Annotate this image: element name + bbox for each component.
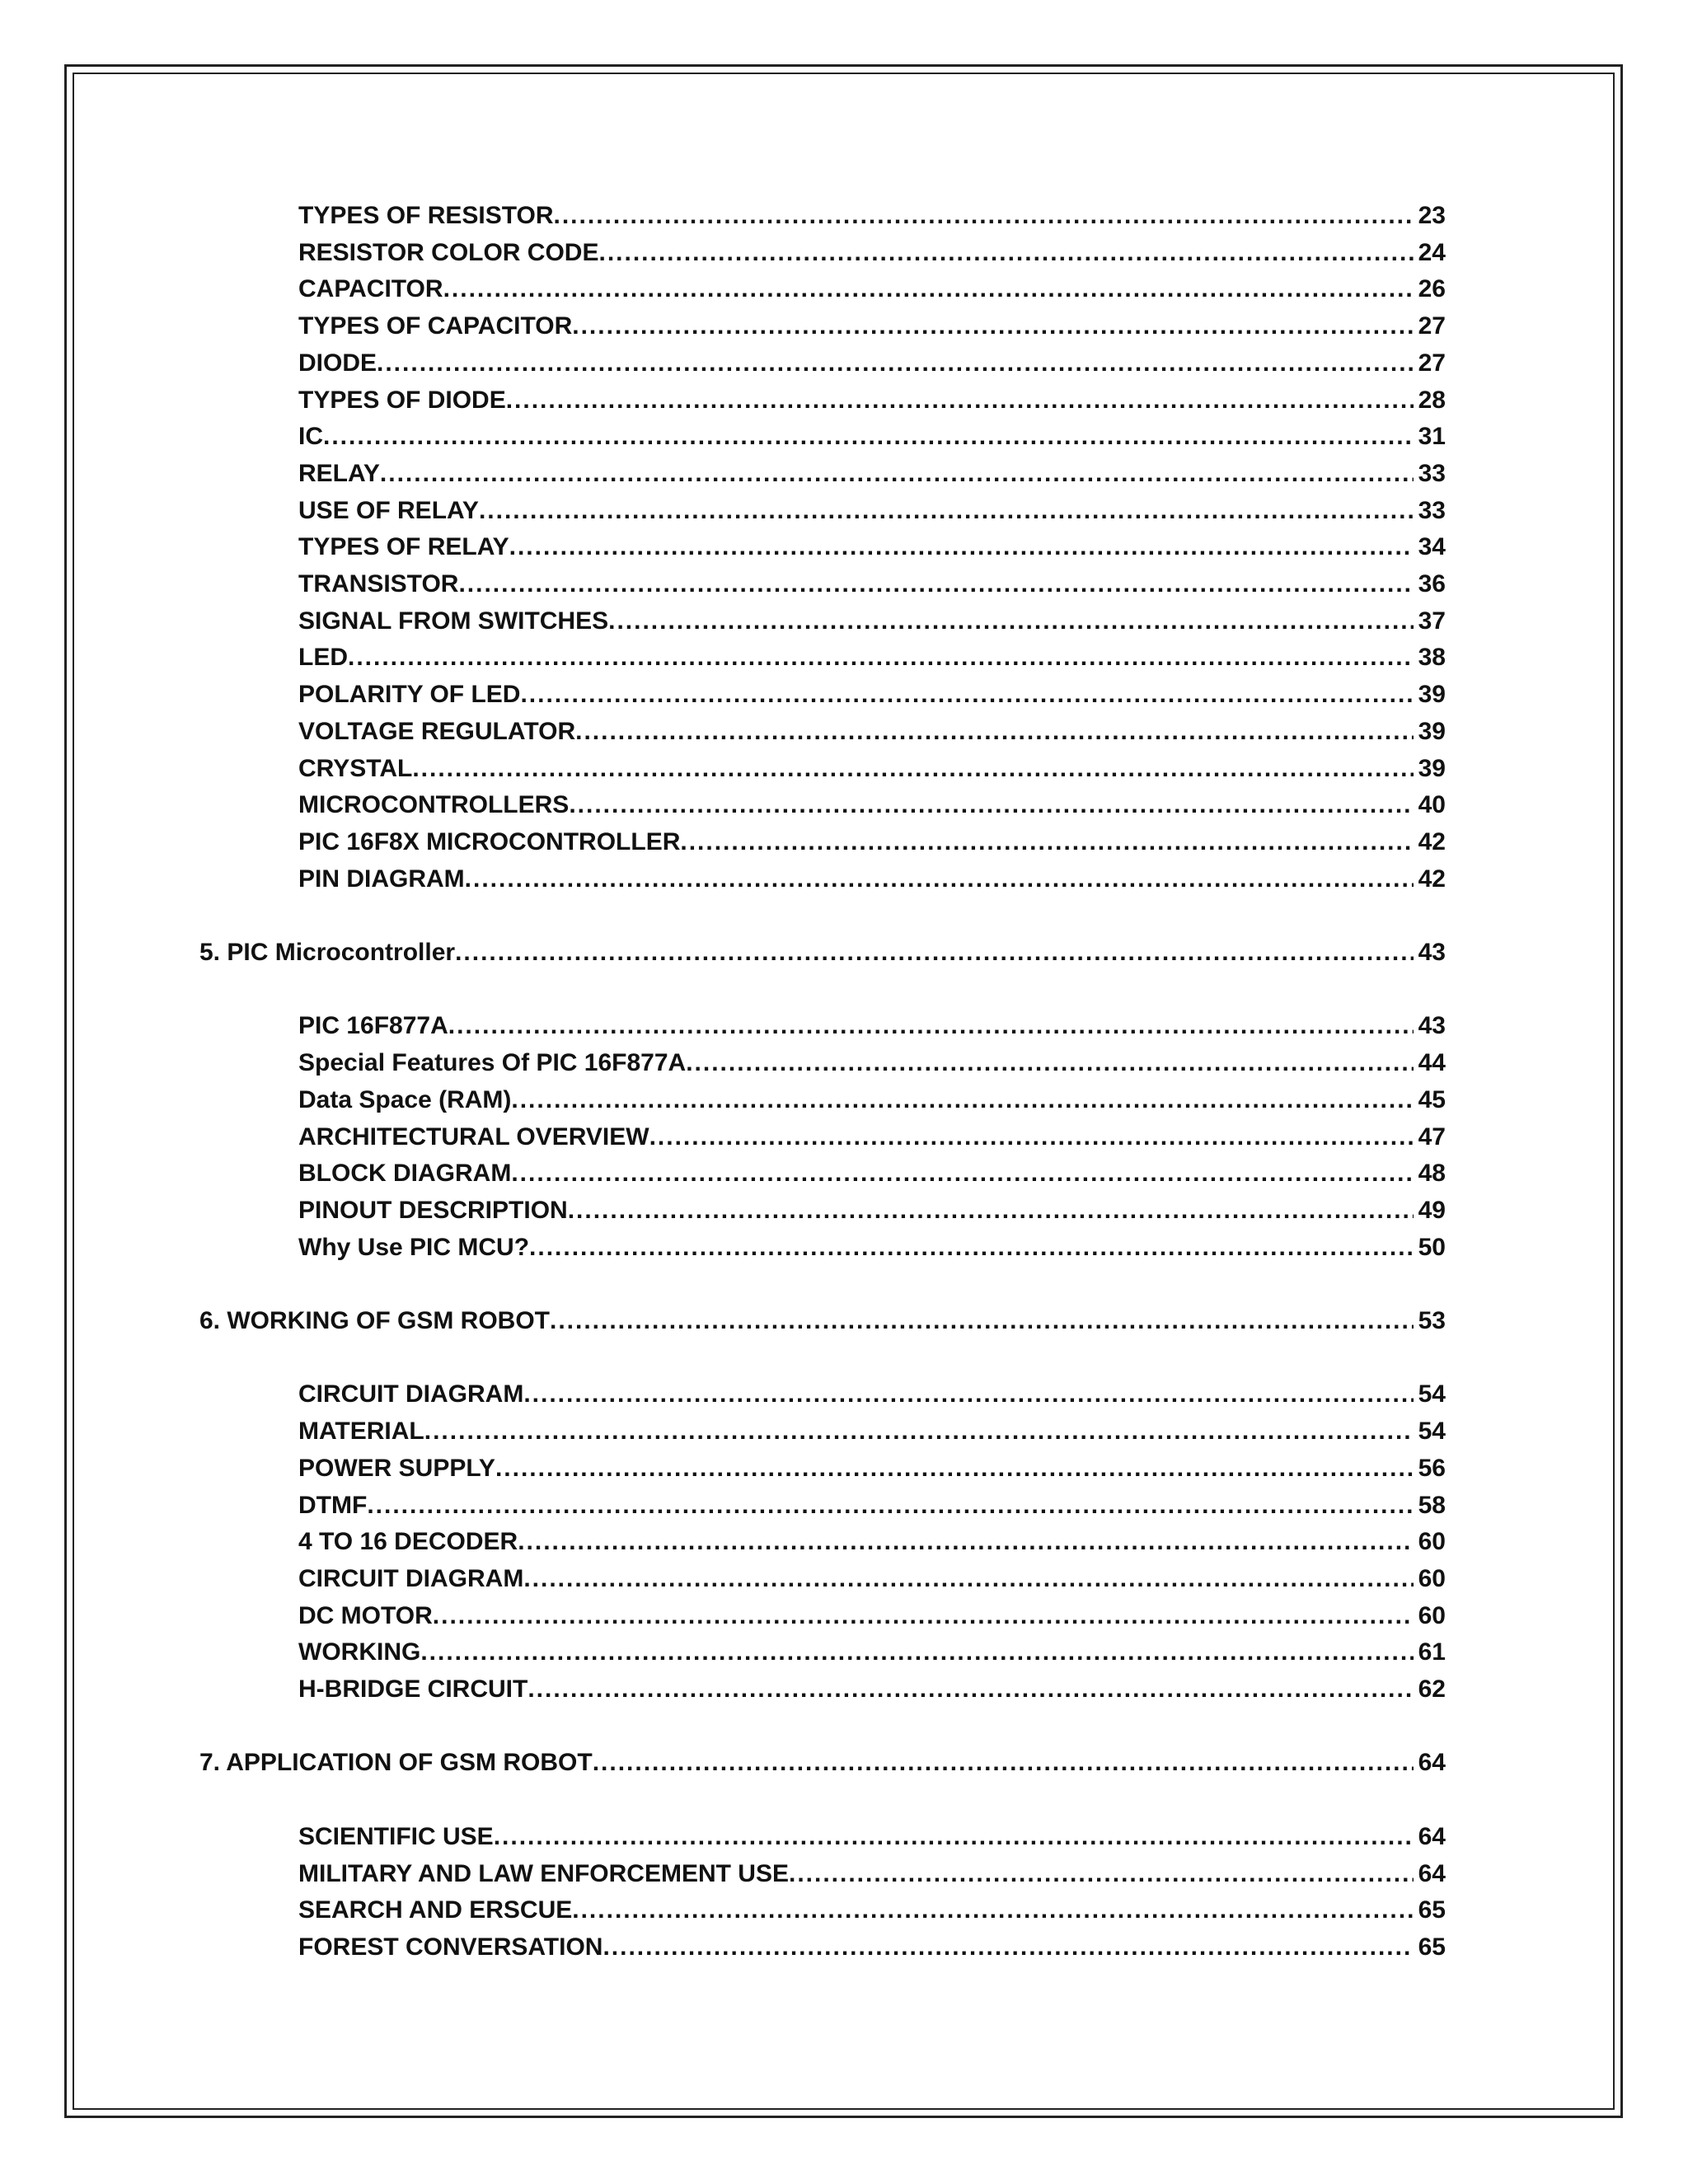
toc-entry[interactable] [298,1231,1446,1264]
toc-entry[interactable] [298,1489,1446,1522]
toc-entry-title: VOLTAGE REGULATOR [298,718,576,745]
toc-entry-title: RESISTOR COLOR CODE [298,239,599,266]
toc-entry-title: 6. WORKING OF GSM ROBOT [199,1307,550,1334]
toc-entry-title: DTMF [298,1492,368,1519]
toc-dot-leader [511,1157,1413,1190]
toc-entry[interactable] [298,826,1446,859]
toc-chapter-entry[interactable] [199,936,1446,969]
toc-dot-leader [520,678,1413,711]
toc-entry-title: DC MOTOR [298,1602,433,1629]
toc-page-number: 33 [1418,460,1446,487]
toc-dot-leader [554,199,1414,232]
toc-entry-title: SIGNAL FROM SWITCHES [298,607,609,635]
toc-page-number: 43 [1418,1012,1446,1039]
toc-dot-leader [323,420,1414,453]
toc-dot-leader [572,310,1413,343]
toc-entry[interactable] [298,1121,1446,1154]
toc-dot-leader [568,1194,1414,1227]
toc-dot-leader [523,1378,1413,1411]
toc-page-number: 26 [1418,275,1446,302]
toc-entry[interactable] [298,1600,1446,1633]
toc-dot-leader [367,1489,1413,1522]
toc-page-number: 44 [1418,1049,1446,1076]
toc-dot-leader [506,384,1414,417]
toc-entry-title: Why Use PIC MCU? [298,1234,530,1261]
toc-page-number: 48 [1418,1160,1446,1187]
toc-dot-leader [479,494,1414,527]
toc-entry-title: SCIENTIFIC USE [298,1823,494,1850]
toc-entry[interactable] [298,1084,1446,1117]
toc-entry[interactable] [298,1452,1446,1485]
toc-entry-title: TYPES OF RELAY [298,533,509,560]
toc-page-number: 39 [1418,718,1446,745]
toc-entry[interactable] [298,420,1446,453]
toc-entry-title: 4 TO 16 DECODER [298,1528,518,1555]
toc-dot-leader [433,1600,1414,1633]
toc-page-number: 33 [1418,497,1446,524]
toc-entry[interactable] [298,1673,1446,1706]
toc-entry[interactable] [298,531,1446,564]
toc-page-number: 31 [1418,423,1446,450]
toc-page-number: 43 [1418,939,1446,966]
toc-entry-title: RELAY [298,460,380,487]
toc-page-number: 54 [1418,1380,1446,1408]
toc-page-number: 61 [1418,1638,1446,1666]
toc-entry-title: DIODE [298,349,377,377]
toc-entry-title: ARCHITECTURAL OVERVIEW [298,1123,649,1151]
toc-entry[interactable] [298,678,1446,711]
toc-page-number: 27 [1418,349,1446,377]
toc-page-number: 56 [1418,1455,1446,1482]
toc-entry-title: Data Space (RAM) [298,1086,512,1113]
toc-entry[interactable] [298,752,1446,785]
toc-dot-leader [523,1563,1413,1596]
toc-dot-leader [680,826,1413,859]
toc-dot-leader [458,568,1413,601]
toc-dot-leader [789,1858,1414,1891]
toc-entry-title: BLOCK DIAGRAM [298,1160,512,1187]
toc-page-number: 28 [1418,387,1446,414]
toc-dot-leader [494,1821,1414,1854]
toc-entry-title: MATERIAL [298,1418,424,1445]
toc-page-number: 64 [1418,1823,1446,1850]
toc-entry[interactable] [298,641,1446,674]
toc-entry-title: TYPES OF CAPACITOR [298,312,573,340]
toc-page-number: 40 [1418,791,1446,818]
toc-page-number: 65 [1418,1933,1446,1961]
toc-entry[interactable] [298,1415,1446,1448]
toc-entry[interactable] [298,1194,1446,1227]
toc-dot-leader [424,1415,1414,1448]
toc-entry-title: MICROCONTROLLERS [298,791,570,818]
toc-entry[interactable] [298,457,1446,490]
toc-page-number: 65 [1418,1896,1446,1924]
toc-entry-title: CIRCUIT DIAGRAM [298,1565,524,1592]
toc-dot-leader [448,1010,1414,1043]
toc-dot-leader [455,936,1414,969]
toc-page-number: 24 [1418,239,1446,266]
toc-entry[interactable] [298,273,1446,306]
toc-page-number: 64 [1418,1749,1446,1776]
toc-entry-title: CRYSTAL [298,755,413,782]
toc-entry[interactable] [298,1858,1446,1891]
toc-page-number: 54 [1418,1418,1446,1445]
toc-dot-leader [649,1121,1414,1154]
toc-dot-leader [572,1894,1413,1927]
toc-entry-title: H-BRIDGE CIRCUIT [298,1675,528,1703]
toc-entry[interactable] [298,1047,1446,1080]
toc-page-number: 37 [1418,607,1446,635]
toc-chapter-entry[interactable] [199,1746,1446,1779]
toc-page-number: 62 [1418,1675,1446,1703]
toc-page-number: 27 [1418,312,1446,340]
toc-page-number: 47 [1418,1123,1446,1151]
toc-entry-title: POWER SUPPLY [298,1455,495,1482]
toc-entry[interactable] [298,310,1446,343]
toc-page-number: 39 [1418,681,1446,708]
toc-entry-title: CAPACITOR [298,275,443,302]
toc-entry-title: Special Features Of PIC 16F877A [298,1049,687,1076]
toc-entry[interactable] [298,1821,1446,1854]
toc-page-number: 49 [1418,1197,1446,1224]
toc-entry-title: LED [298,644,348,671]
toc-entry-title: FOREST CONVERSATION [298,1933,603,1961]
toc-entry-title: 7. APPLICATION OF GSM ROBOT [199,1749,593,1776]
toc-dot-leader [380,457,1414,490]
toc-page-number: 60 [1418,1565,1446,1592]
toc-dot-leader [495,1452,1414,1485]
toc-dot-leader [603,1931,1413,1964]
toc-entry[interactable] [298,199,1446,232]
toc-entry[interactable] [298,1931,1446,1964]
toc-dot-leader [443,273,1414,306]
toc-dot-leader [528,1673,1413,1706]
toc-entry-title: SEARCH AND ERSCUE [298,1896,573,1924]
toc-page-number: 53 [1418,1307,1446,1334]
toc-entry-title: 5. PIC Microcontroller [199,939,456,966]
toc-chapter-entry[interactable] [199,1305,1446,1338]
toc-dot-leader [529,1231,1414,1264]
toc-entry-title: PIC 16F877A [298,1012,448,1039]
toc-dot-leader [569,789,1413,822]
toc-entry[interactable] [298,384,1446,417]
toc-dot-leader [593,1746,1414,1779]
toc-entry[interactable] [298,1010,1446,1043]
toc-entry-title: TYPES OF DIODE [298,387,506,414]
toc-entry[interactable] [298,494,1446,527]
toc-dot-leader [465,863,1414,896]
toc-dot-leader [575,715,1414,748]
toc-entry-title: USE OF RELAY [298,497,479,524]
toc-entry[interactable] [298,863,1446,896]
toc-page-number: 58 [1418,1492,1446,1519]
toc-entry-title: POLARITY OF LED [298,681,521,708]
toc-page-number: 60 [1418,1602,1446,1629]
toc-entry-title: PIN DIAGRAM [298,865,465,893]
toc-page-number: 36 [1418,570,1446,598]
toc-entry[interactable] [298,347,1446,380]
toc-page-number: 64 [1418,1860,1446,1887]
toc-dot-leader [511,1084,1413,1117]
toc-dot-leader [550,1305,1414,1338]
toc-entry[interactable] [298,715,1446,748]
toc-entry-title: CIRCUIT DIAGRAM [298,1380,524,1408]
toc-dot-leader [518,1526,1413,1558]
toc-dot-leader [377,347,1414,380]
toc-entry-title: IC [298,423,323,450]
toc-page-number: 42 [1418,865,1446,893]
toc-entry-title: TYPES OF RESISTOR [298,202,554,229]
toc-entry-title: WORKING [298,1638,421,1666]
toc-entry[interactable] [298,1378,1446,1411]
toc-dot-leader [412,752,1413,785]
toc-page-number: 23 [1418,202,1446,229]
toc-dot-leader [420,1636,1413,1669]
toc-dot-leader [509,531,1414,564]
toc-entry-title: MILITARY AND LAW ENFORCEMENT USE [298,1860,789,1887]
toc-page-number: 60 [1418,1528,1446,1555]
toc-page-number: 42 [1418,828,1446,855]
toc-entry[interactable] [298,1636,1446,1669]
toc-entry[interactable] [298,789,1446,822]
toc-entry[interactable] [298,568,1446,601]
toc-page-number: 34 [1418,533,1446,560]
toc-entry[interactable] [298,605,1446,638]
toc-entry-title: TRANSISTOR [298,570,459,598]
toc-entry-title: PINOUT DESCRIPTION [298,1197,568,1224]
toc-page-number: 39 [1418,755,1446,782]
toc-dot-leader [598,237,1413,269]
toc-entry[interactable] [298,1563,1446,1596]
toc-dot-leader [348,641,1414,674]
toc-entry[interactable] [298,1526,1446,1558]
toc-entry-title: PIC 16F8X MICROCONTROLLER [298,828,681,855]
toc-dot-leader [686,1047,1413,1080]
toc-entry[interactable] [298,1157,1446,1190]
toc-page-number: 38 [1418,644,1446,671]
toc-entry[interactable] [298,237,1446,269]
toc-page-number: 45 [1418,1086,1446,1113]
toc-entry[interactable] [298,1894,1446,1927]
toc-page-number: 50 [1418,1234,1446,1261]
toc-dot-leader [608,605,1414,638]
